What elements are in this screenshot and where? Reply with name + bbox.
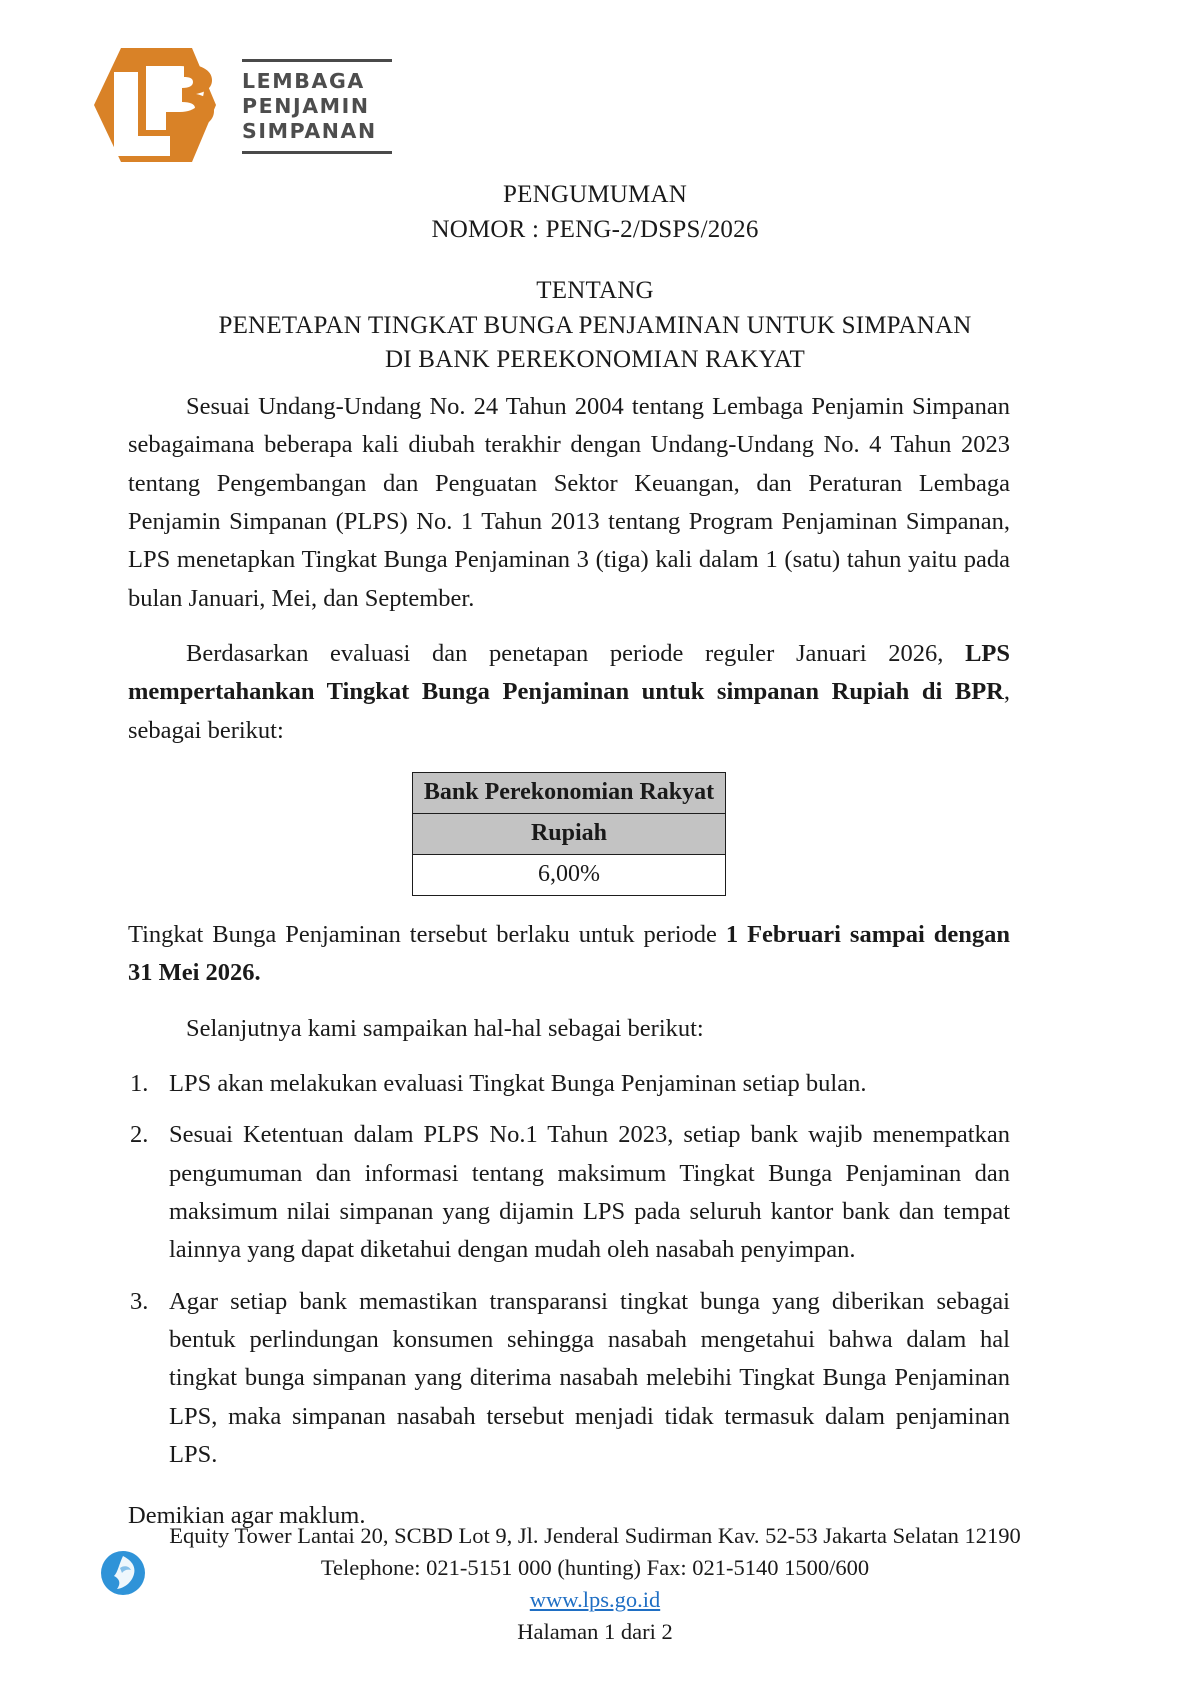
paragraph-spacer-1	[128, 618, 1010, 635]
wordmark-rule-bottom	[242, 151, 392, 154]
numbered-list	[128, 1065, 1010, 1474]
table-row-header-main	[413, 772, 726, 813]
determination-text-1: Berdasarkan evaluasi dan penetapan periode reguler Januari 2026,	[186, 639, 966, 667]
document-title-block	[0, 178, 1190, 378]
document-body	[128, 388, 1010, 1536]
table-row-value	[413, 854, 726, 895]
lps-logo-mark-icon	[88, 44, 220, 166]
paragraph-legal-basis: Sesuai Undang-Undang No. 24 Tahun 2004 tentang Lembaga Penjamin Simpanan sebagaimana beberapa kali diubah terakhir dengan Undang-Undang No. 4 Tahun 2023 tentang Pengembangan dan Penguatan Sektor Keuangan, dan Peraturan Lembaga Penjamin Simpanan (PLPS) No. 1 Tahun 2013 tentang Program Penjaminan Simpanan, LPS menetapkan Tingkat Bunga Penjaminan 3 (tiga) kali dalam 1 (satu) tahun yaitu pada bulan Januari, Mei, dan September.	[128, 393, 1010, 612]
list-item: LPS akan melakukan evaluasi Tingkat Bunga Penjaminan setiap bulan.	[169, 1069, 867, 1097]
title-nomor: NOMOR : PENG-2/DSPS/2026	[431, 215, 759, 243]
title-spacer	[0, 247, 1190, 274]
determination-bold: LPS mempertahankan Tingkat Bunga Penjaminan untuk simpanan Rupiah di BPR	[128, 639, 1010, 706]
list-spacer	[128, 1048, 1010, 1059]
validity-text: Tingkat Bunga Penjaminan tersebut berlaku untuk periode	[128, 920, 726, 948]
page-footer	[0, 1520, 1190, 1648]
paragraph-validity-period	[128, 916, 1010, 993]
table-header-currency: Rupiah	[413, 813, 726, 854]
validity-bold-dates: 1 Februari sampai dengan 31 Mei 2026.	[128, 920, 1010, 987]
list-item: Sesuai Ketentuan dalam PLPS No.1 Tahun 2023, setiap bank wajib menempatkan pengumuman dan informasi tentang maksimum Tingkat Bunga Penjaminan dan maksimum nilai simpanan yang dijamin LPS pada seluruh kantor bank dan tempat lainnya yang dapat diketahui dengan mudah oleh nasabah penyimpan.	[169, 1121, 1010, 1264]
table-row-header-sub	[413, 813, 726, 854]
footer-page-number: Halaman 1 dari 2	[517, 1618, 673, 1644]
list-item: Agar setiap bank memastikan transparansi tingkat bunga yang diberikan sebagai bentuk perlindungan konsumen sehingga nasabah mengetahui bahwa dalam hal tingkat bunga simpanan yang diterima nasabah melebihi Tingkat Bunga Penjaminan LPS, maka simpanan nasabah tersebut menjadi tidak termasuk dalam penjaminan LPS.	[169, 1287, 1010, 1468]
title-pengumuman: PENGUMUMAN	[503, 181, 687, 208]
paragraph-spacer-2	[128, 993, 1010, 1010]
lps-logo	[88, 44, 392, 166]
determination-text-2: , sebagai berikut:	[128, 678, 1010, 744]
rate-table-container	[128, 772, 1010, 896]
wordmark-line-2: PENJAMIN	[242, 93, 370, 118]
guarantee-rate-table	[412, 772, 726, 896]
title-tentang: TENTANG	[536, 277, 654, 304]
wordmark-line-3: SIMPANAN	[242, 118, 377, 143]
title-subject-line-2: DI BANK PEREKONOMIAN RAKYAT	[385, 346, 805, 373]
footer-address: Equity Tower Lantai 20, SCBD Lot 9, Jl. Jenderal Sudirman Kav. 52-53 Jakarta Selatan 12190	[169, 1523, 1021, 1548]
lps-wordmark	[242, 57, 392, 154]
table-cell-rate-value: 6,00%	[413, 854, 726, 895]
closing-spacer	[128, 1474, 1010, 1497]
footer-website-link[interactable]: www.lps.go.id	[529, 1586, 661, 1612]
paragraph-closing: Demikian agar maklum.	[128, 1502, 366, 1530]
table-header-bank-type: Bank Perekonomian Rakyat	[413, 772, 726, 813]
wordmark-line-1: LEMBAGA	[242, 68, 365, 93]
paragraph-further-intro: Selanjutnya kami sampaikan hal-hal sebagai berikut:	[186, 1014, 704, 1042]
footer-contact: Telephone: 021-5151 000 (hunting) Fax: 021-5140 1500/600	[320, 1554, 870, 1580]
paragraph-determination	[128, 635, 1010, 750]
title-subject-line-1: PENETAPAN TINGKAT BUNGA PENJAMINAN UNTUK SIMPANAN	[218, 311, 972, 339]
